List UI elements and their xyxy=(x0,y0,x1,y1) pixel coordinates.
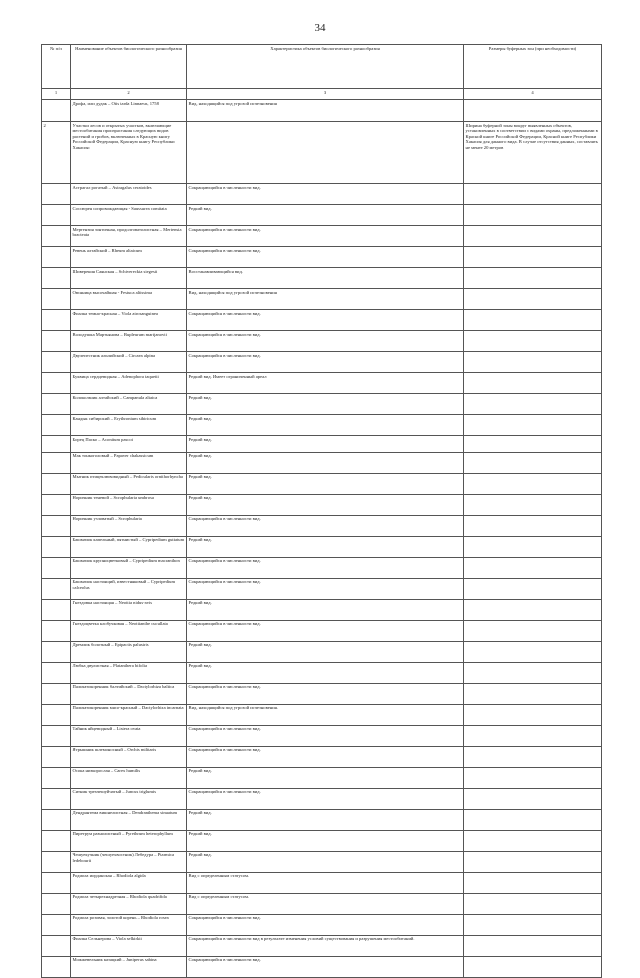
row-number-cell xyxy=(42,205,71,226)
species-name-cell: Тайник яйцевидный – Listera ovata xyxy=(71,725,187,746)
species-characteristic-cell: Восстанавливающийся вид. xyxy=(187,268,464,289)
species-name-cell: Мертензия зонтичная, продолговатолистная – Mertensia bracteata xyxy=(71,226,187,247)
column-number: 1 xyxy=(42,89,71,100)
table-row xyxy=(42,767,602,788)
species-characteristic-cell: Редкий вид. xyxy=(187,830,464,851)
table-row xyxy=(42,935,602,956)
species-characteristic-cell: Сокращающийся в численности вид. xyxy=(187,620,464,641)
object-name-cell: Участки лесов и открытых участков, включающие местообитания произрастания следующих видов растений и грибов, включенных в Красную книгу Российской Федерации, Красную книгу Республики Хакасия: xyxy=(71,122,187,184)
row-number-cell xyxy=(42,473,71,494)
species-characteristic-cell: Вид, находящийся под угрозой исчезновения. xyxy=(187,704,464,725)
buffer-cell xyxy=(464,851,602,872)
row-number-cell: 2 xyxy=(42,122,71,184)
species-name-cell: Родиола розовая, золотой корень – Rhodiola rosea xyxy=(71,914,187,935)
buffer-cell xyxy=(464,515,602,536)
table-row xyxy=(42,620,602,641)
table-row xyxy=(42,599,602,620)
species-characteristic-cell: Редкий вид. xyxy=(187,767,464,788)
buffer-cell xyxy=(464,247,602,268)
buffer-cell xyxy=(464,809,602,830)
species-name-cell: Чешуекучник (чешуехвостник) Лебедура – Ptarmica ledebourii xyxy=(71,851,187,872)
species-characteristic-cell: Редкий вид. xyxy=(187,394,464,415)
row-number-cell xyxy=(42,767,71,788)
buffer-cell xyxy=(464,704,602,725)
header-object-name: Наименование объектов биологического разнообразия xyxy=(71,45,187,89)
table-row xyxy=(42,100,602,122)
buffer-cell xyxy=(464,914,602,935)
row-number-cell xyxy=(42,436,71,453)
species-characteristic-cell: Сокращающийся в численности вид. xyxy=(187,956,464,977)
header-number: № п/п xyxy=(42,45,71,89)
species-name-cell: Гнездовка настоящая – Neottia nidus-avis xyxy=(71,599,187,620)
buffer-cell xyxy=(464,872,602,893)
species-name-cell: Буквица сердцевидная – Adenophora taquetii xyxy=(71,373,187,394)
species-name-cell: Гнездоцветка клобучковая – Neottianthe cucullata xyxy=(71,620,187,641)
buffer-cell xyxy=(464,310,602,331)
species-name-cell: Ситник трехчешуйчатый – Juncus triglumis xyxy=(71,788,187,809)
buffer-cell xyxy=(464,620,602,641)
row-number-cell xyxy=(42,494,71,515)
table-row xyxy=(42,914,602,935)
species-characteristic-cell: Сокращающийся в численности вид. xyxy=(187,578,464,599)
species-name-cell: Борец Паско – Aconitum pascoi xyxy=(71,436,187,453)
table-row xyxy=(42,205,602,226)
row-number-cell xyxy=(42,893,71,914)
species-name-cell: Мытник птицеклювовидный – Pedicularis ornithorhyncha xyxy=(71,473,187,494)
species-name-cell: Соссюрея сопровождающая - Saussurea comitata xyxy=(71,205,187,226)
table-row xyxy=(42,310,602,331)
species-characteristic-cell: Сокращающийся в численности вид. xyxy=(187,683,464,704)
table-row xyxy=(42,289,602,310)
species-characteristic-cell: Сокращающийся в численности вид. xyxy=(187,746,464,767)
table-row xyxy=(42,641,602,662)
species-name-cell: Колокольчик алтайский – Campanula altaica xyxy=(71,394,187,415)
species-name-cell: Норичник узловатый – Scrophularia xyxy=(71,515,187,536)
buffer-cell xyxy=(464,436,602,453)
species-characteristic-cell: Сокращающийся в численности вид. xyxy=(187,725,464,746)
table-row xyxy=(42,788,602,809)
header-characteristic: Характеристика объектов биологического разнообразия xyxy=(187,45,464,89)
species-characteristic-cell: Сокращающийся в численности вид. xyxy=(187,226,464,247)
table-row xyxy=(42,872,602,893)
species-characteristic-cell: Сокращающийся в численности вид. xyxy=(187,184,464,205)
buffer-cell xyxy=(464,788,602,809)
table-row xyxy=(42,809,602,830)
table-row xyxy=(42,683,602,704)
species-characteristic-cell: Редкий вид. xyxy=(187,452,464,473)
column-number: 2 xyxy=(71,89,187,100)
buffer-cell xyxy=(464,725,602,746)
buffer-cell xyxy=(464,352,602,373)
row-number-cell xyxy=(42,662,71,683)
row-number-cell xyxy=(42,830,71,851)
table-row xyxy=(42,452,602,473)
row-number-cell xyxy=(42,683,71,704)
row-number-cell xyxy=(42,557,71,578)
buffer-cell xyxy=(464,956,602,977)
buffer-cell xyxy=(464,494,602,515)
species-name-cell: Любка двулистная – Platanthera bifolia xyxy=(71,662,187,683)
buffer-cell xyxy=(464,100,602,122)
species-characteristic-cell: Сокращающийся в численности вид в результате изменения условий существования и разрушения местообитаний. xyxy=(187,935,464,956)
table-row xyxy=(42,494,602,515)
row-number-cell xyxy=(42,641,71,662)
row-number-cell xyxy=(42,310,71,331)
table-row xyxy=(42,746,602,767)
species-name-cell: Пальчатокоренник мясо-красный – Dactylorhiza incarnata xyxy=(71,704,187,725)
buffer-cell xyxy=(464,767,602,788)
row-number-cell xyxy=(42,226,71,247)
row-number-cell xyxy=(42,935,71,956)
species-characteristic-cell: Редкий вид. xyxy=(187,205,464,226)
table-row xyxy=(42,394,602,415)
buffer-cell xyxy=(464,331,602,352)
buffer-cell xyxy=(464,473,602,494)
species-name-cell: Можжевельник казацкий – Juniperus sabina xyxy=(71,956,187,977)
row-number-cell xyxy=(42,599,71,620)
table-row xyxy=(42,352,602,373)
species-name-cell: Фиалка темно-красная – Viola atrosanguinea xyxy=(71,310,187,331)
table-row xyxy=(42,557,602,578)
species-name-cell: Двулепестник альпийский – Circaea alpina xyxy=(71,352,187,373)
species-name-cell: Пальчатокоренник балтийский – Dactylorhiza baltica xyxy=(71,683,187,704)
column-number-row xyxy=(42,89,602,100)
column-number: 4 xyxy=(464,89,602,100)
row-number-cell xyxy=(42,352,71,373)
buffer-cell xyxy=(464,184,602,205)
buffer-cell xyxy=(464,935,602,956)
species-name-cell: Мак тонкоголовый – Papaver chakassicum xyxy=(71,452,187,473)
species-characteristic-cell: Редкий вид. xyxy=(187,494,464,515)
species-characteristic-cell: Сокращающийся в численности вид. xyxy=(187,310,464,331)
table-row xyxy=(42,662,602,683)
table-row xyxy=(42,956,602,977)
object-name-cell: Дрофа, или дудак – Otis tarda Linnaeus, 1758 xyxy=(71,100,187,122)
row-number-cell xyxy=(42,746,71,767)
row-number-cell xyxy=(42,452,71,473)
species-name-cell: Пиретрум разнолистный – Pyrethrum heterophyllum xyxy=(71,830,187,851)
buffer-cell: Ширина буферной зоны вокруг выявленных объектов, установленных в соответствии с видами охраны, предложенными в Красной книге Российской Федерации, Красной книге Республики Хакасия для данного вида. В случае отсутствия данных, составлять не менее 20 метров xyxy=(464,122,602,184)
species-characteristic-cell: Редкий вид. xyxy=(187,809,464,830)
row-number-cell xyxy=(42,851,71,872)
buffer-cell xyxy=(464,662,602,683)
table-row xyxy=(42,851,602,872)
row-number-cell xyxy=(42,247,71,268)
species-characteristic-cell: Редкий вид. xyxy=(187,415,464,436)
table-header-row xyxy=(42,45,602,89)
table-row xyxy=(42,122,602,184)
species-name-cell: Шиверекия Саянская – Schivereckia siegesii xyxy=(71,268,187,289)
species-name-cell: Родиола четырехнадрезная – Rhodiola quadrifida xyxy=(71,893,187,914)
buffer-cell xyxy=(464,373,602,394)
species-characteristic-cell: Сокращающийся в численности вид. xyxy=(187,247,464,268)
table-row xyxy=(42,331,602,352)
row-number-cell xyxy=(42,184,71,205)
row-number-cell xyxy=(42,289,71,310)
biodiversity-table xyxy=(41,44,602,978)
species-characteristic-cell: Сокращающийся в численности вид. xyxy=(187,331,464,352)
characteristic-cell xyxy=(187,122,464,184)
species-characteristic-cell: Вид с определенным статусом. xyxy=(187,872,464,893)
species-characteristic-cell: Вид с определенным статусом. xyxy=(187,893,464,914)
table-row xyxy=(42,184,602,205)
species-characteristic-cell: Сокращающийся в численности вид. xyxy=(187,788,464,809)
table-row xyxy=(42,436,602,453)
buffer-cell xyxy=(464,415,602,436)
table-row xyxy=(42,893,602,914)
species-characteristic-cell: Редкий вид. xyxy=(187,436,464,453)
row-number-cell xyxy=(42,620,71,641)
row-number-cell xyxy=(42,704,71,725)
header-buffer-size: Размеры буферных зон (при необходимости) xyxy=(464,45,602,89)
row-number-cell xyxy=(42,415,71,436)
buffer-cell xyxy=(464,893,602,914)
species-characteristic-cell: Редкий вид. xyxy=(187,599,464,620)
row-number-cell xyxy=(42,914,71,935)
species-name-cell: Кандык сибирский – Erythronium sibiricum xyxy=(71,415,187,436)
species-name-cell: Осока низкорослая – Carex humilis xyxy=(71,767,187,788)
species-characteristic-cell: Вид, находящийся под угрозой исчезновения xyxy=(187,289,464,310)
row-number-cell xyxy=(42,956,71,977)
species-characteristic-cell: Редкий вид. xyxy=(187,662,464,683)
row-number-cell xyxy=(42,373,71,394)
row-number-cell xyxy=(42,268,71,289)
buffer-cell xyxy=(464,683,602,704)
buffer-cell xyxy=(464,641,602,662)
row-number-cell xyxy=(42,725,71,746)
table-row xyxy=(42,578,602,599)
row-number-cell xyxy=(42,809,71,830)
buffer-cell xyxy=(464,226,602,247)
row-number-cell xyxy=(42,331,71,352)
row-number-cell xyxy=(42,100,71,122)
species-name-cell: Володушка Мартьянова – Bupleurum martjanovii xyxy=(71,331,187,352)
species-name-cell: Овсяница высочайшая - Festuca altissima xyxy=(71,289,187,310)
species-name-cell: Ятрышник шлемоносный – Orchis militaris xyxy=(71,746,187,767)
species-characteristic-cell: Сокращающийся в численности вид. xyxy=(187,515,464,536)
row-number-cell xyxy=(42,515,71,536)
species-characteristic-cell: Редкий вид. xyxy=(187,851,464,872)
table-row xyxy=(42,473,602,494)
buffer-cell xyxy=(464,394,602,415)
buffer-cell xyxy=(464,205,602,226)
buffer-cell xyxy=(464,536,602,557)
species-name-cell: Норичник теневой – Scrophularia umbrosa xyxy=(71,494,187,515)
table-row xyxy=(42,536,602,557)
species-name-cell: Дремлик болотный – Epipactis palustris xyxy=(71,641,187,662)
row-number-cell xyxy=(42,394,71,415)
table-row xyxy=(42,415,602,436)
species-name-cell: Родиола иорданская – Rhodiola algida xyxy=(71,872,187,893)
buffer-cell xyxy=(464,746,602,767)
species-name-cell: Башмачок капельный, пятнистый – Cypripedium guttatum xyxy=(71,536,187,557)
column-number: 3 xyxy=(187,89,464,100)
species-name-cell: Фиалка Сельнерова – Viola selkirkii xyxy=(71,935,187,956)
species-characteristic-cell: Сокращающийся в численности вид. xyxy=(187,557,464,578)
row-number-cell xyxy=(42,788,71,809)
buffer-cell xyxy=(464,289,602,310)
table-row xyxy=(42,830,602,851)
species-characteristic-cell: Редкий вид. Имеет ограниченный ареал xyxy=(187,373,464,394)
table-row xyxy=(42,247,602,268)
species-name-cell: Астрагал рогатый – Astragalus ceratoides xyxy=(71,184,187,205)
species-characteristic-cell: Сокращающийся в численности вид. xyxy=(187,352,464,373)
species-name-cell: Ревень алтайский – Rheum altaicum xyxy=(71,247,187,268)
species-characteristic-cell: Редкий вид. xyxy=(187,641,464,662)
table-row xyxy=(42,226,602,247)
species-name-cell: Башмачок крупноцветковый – Cypripedium macranthon xyxy=(71,557,187,578)
row-number-cell xyxy=(42,872,71,893)
species-name-cell: Башмачок настоящий, известняковый – Cypripedium calceolus xyxy=(71,578,187,599)
table-row xyxy=(42,373,602,394)
page-number: 34 xyxy=(314,22,326,34)
table-row xyxy=(42,515,602,536)
characteristic-cell: Вид, находящийся под угрозой исчезновения xyxy=(187,100,464,122)
row-number-cell xyxy=(42,536,71,557)
buffer-cell xyxy=(464,599,602,620)
buffer-cell xyxy=(464,268,602,289)
buffer-cell xyxy=(464,557,602,578)
species-characteristic-cell: Редкий вид. xyxy=(187,473,464,494)
row-number-cell xyxy=(42,578,71,599)
table-row xyxy=(42,725,602,746)
species-name-cell: Дендрантема вишнелистная – Dendranthema sinuatum xyxy=(71,809,187,830)
buffer-cell xyxy=(464,830,602,851)
table-row xyxy=(42,704,602,725)
buffer-cell xyxy=(464,452,602,473)
table-row xyxy=(42,268,602,289)
species-characteristic-cell: Редкий вид. xyxy=(187,536,464,557)
buffer-cell xyxy=(464,578,602,599)
species-characteristic-cell: Сокращающийся в численности вид. xyxy=(187,914,464,935)
